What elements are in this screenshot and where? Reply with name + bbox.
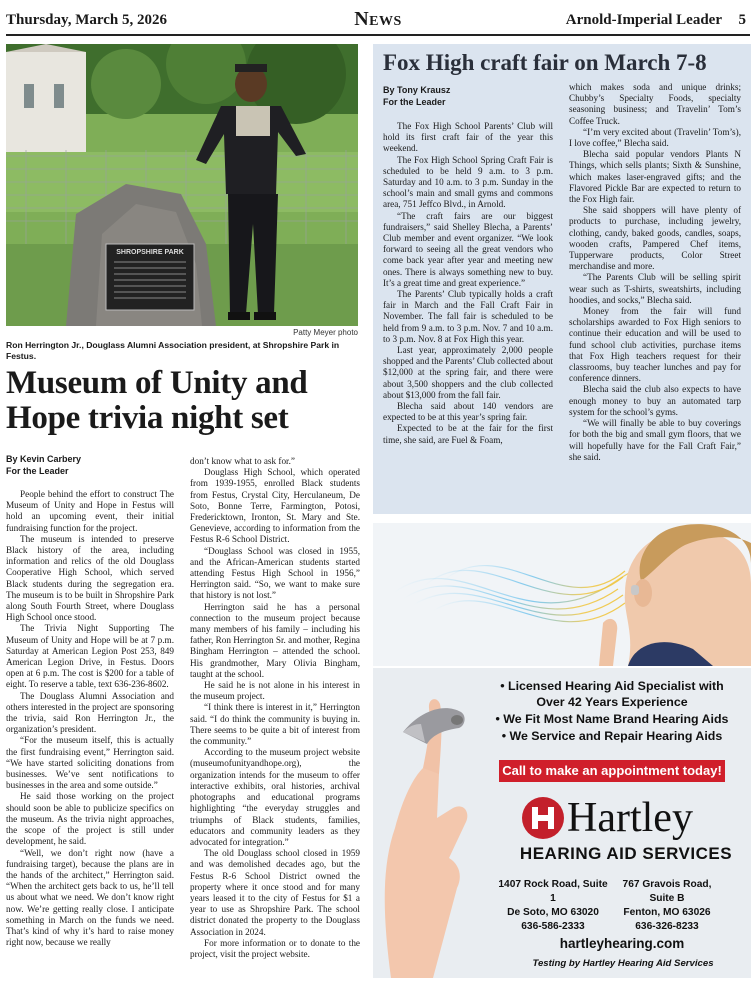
article-photo [6, 44, 358, 326]
paragraph: “I think there is interest in it,” Herrington said. “I do think the community is buying in. There seems to be quite a bit of interest from the community.” [190, 702, 360, 747]
fox-byline [383, 84, 450, 108]
paragraph-continued: don’t know what to ask for.” [190, 456, 295, 466]
ad-website: hartleyhearing.com [559, 936, 685, 951]
paragraph: People behind the effort to construct The Museum of Unity and Hope in Festus will hold an upcoming event, their initial fundraising function for the project. [6, 489, 174, 533]
paragraph: “The Parents Club will be selling spirit wear such as T-shirts, sweatshirts, including hoodies, and socks,” Blecha said. [569, 272, 741, 305]
address-phone: 636-326-8233 [635, 921, 699, 932]
paragraph: “We will finally be able to buy coverings for both the big and small gym floors, that we will hopefully have for the Fall Craft Fair,” she said. [569, 418, 741, 462]
fox-column-2 [569, 82, 741, 463]
paragraph: She said shoppers will have plenty of products to purchase, including jewelry, clothing, candy, baked goods, candles, soaps, wooden crafts, Pampered Chef items, Tupperware products, Color Street merchandise and more. [569, 205, 741, 272]
byline-org: For the Leader [383, 97, 446, 107]
paragraph: The Parents’ Club typically holds a craft fair in March and the Fall Craft Fair in November. The fall fair is scheduled to be held from 9 a.m. to 3 p.m. Nov. 7 and 10 a.m. to 3 p.m. Nov. 8 at Fox High this year. [383, 289, 553, 344]
paragraph: Last year, approximately 2,000 people shopped and the Parents’ Club collected about $12,000 at the spring fair, and there were about 3,500 shoppers and the club collected about $13,000 from the fall fair. [383, 345, 553, 400]
paragraph: He said he is not alone in his interest in the museum project. [190, 680, 360, 702]
paragraph: Expected to be at the fair for the first time, she said, are Fuel & Foam, [383, 423, 553, 445]
paragraph: For more information or to donate to the project, visit the project website. [190, 937, 360, 959]
address-desoto [497, 878, 609, 934]
ad-bullet: Over 42 Years Experience [536, 695, 688, 709]
plaque-title: SHROPSHIRE PARK [116, 249, 184, 256]
newspaper-name: Arnold-Imperial Leader [565, 12, 722, 28]
paragraph-continued: which makes soda and unique drinks; Chubby’s Specialty Foods, specialty seasoning business; and Travelin’ Tom’s Coffee Truck. [569, 82, 741, 126]
museum-byline [6, 453, 81, 477]
page-header [6, 6, 750, 36]
paragraph: The Fox High School Parents’ Club will hold its first craft fair of the year this weekend. [383, 121, 553, 154]
paragraph: Blecha said the club also expects to have enough money to buy an automated tarp system for the school’s gyms. [569, 384, 741, 417]
appointment-cta: Call to make an appointment today! [499, 760, 725, 782]
paragraph: The Douglass Alumni Association and others interested in the project are sponsoring the trivia, said Ron Herrington Jr., the organization’s president. [6, 690, 174, 735]
fox-article-box [373, 44, 751, 514]
address-line: 1407 Rock Road, Suite 1 [498, 879, 608, 904]
paragraph: “I’m very excited about (Travelin’ Tom’s), I love coffee,” Blecha said. [569, 126, 741, 149]
address-fenton [611, 878, 723, 934]
address-line: 767 Gravois Road, Suite B [622, 879, 712, 904]
museum-column-1 [6, 489, 174, 948]
brand-name: Hartley [567, 795, 693, 841]
paragraph: “Douglass School was closed in 1955, and the African-American students started attending Festus High School in 1956,” Herrington said. “So, we want to make sure that history is not lost.” [190, 545, 360, 601]
photo-caption: Ron Herrington Jr., Douglass Alumni Association president, at Shropshire Park in Festus. [6, 340, 340, 361]
paragraph: Douglass High School, which operated from 1939-1955, enrolled Black students from Festus, Crystal City, Herculaneum, De Soto, Bonne Terre, Farmington, Potosi, Fredericktown, Ironton, St. Mary and Ste. Genevieve, according to information from the Festus R-6 School District. [190, 467, 360, 545]
paragraph: Blecha said popular vendors Plants N Things, which sells plants; Sixth & Sunshine, which makes laser-engraved gifts; and the Flavored Pickle Bar are expected to return to the Fox High fair. [569, 149, 741, 205]
address-city: De Soto, MO 63020 [507, 907, 599, 918]
address-city: Fenton, MO 63026 [623, 907, 711, 918]
ad-bullet: • We Service and Repair Hearing Aids [501, 729, 723, 743]
issue-date: Thursday, March 5, 2026 [6, 12, 167, 28]
address-phone: 636-586-2333 [521, 921, 585, 932]
woman-illustration [373, 523, 751, 666]
ad-bullet: • Licensed Hearing Aid Specialist with [500, 679, 724, 693]
paragraph: He said those working on the project should soon be able to publicize specifics on the museum. As the trivia night approaches, the scope of the project is still under development, he said. [6, 791, 174, 847]
paragraph: The Fox High School Spring Craft Fair is scheduled to be held 9 a.m. to 3 p.m. Saturday and 10 a.m. to 3 p.m. Sunday in the school’s main and small gyms and commons area, 751 Jeffco Blvd., in Arnold. [383, 154, 553, 210]
fox-column-1 [383, 121, 553, 446]
ad-tagline: Testing by Hartley Hearing Aid Services [532, 958, 714, 969]
section-title: News [354, 8, 402, 30]
paragraph: Herrington said he has a personal connection to the museum project because many members of his family – including his father, Ron Herrington Sr. and mother, Regina Bingham Herrington – attended the school. His grandmother, Mary Olivia Bingham, taught at the school. [190, 601, 360, 679]
fox-headline: Fox High craft fair on March 7-8 [383, 50, 707, 75]
paragraph: Money from the fair will fund scholarships awarded to Fox High seniors to continue their education and will be used to fund school club activities, purchase items that Fox High teachers request for their classrooms, buy teacher lunches and pay for conference dinners. [569, 306, 741, 384]
museum-headline: Museum of Unity and Hope trivia night set [6, 365, 308, 436]
byline-name: By Tony Krausz [383, 85, 451, 95]
page-number: 5 [738, 12, 746, 28]
paragraph: According to the museum project website (museumofunityandhope.org), the organization intends for the museum to offer interactive exhibits, oral histories, archival photographs and educational programs highlighting “the everyday struggles and triumphs of Black students, families, educators and community leaders as they advocated for integration.” [190, 747, 360, 847]
paragraph: The Trivia Night Supporting The Museum of Unity and Hope will be at 7 p.m. Saturday at American Legion Post 253, 849 American Legion Drive, in Festus. Doors open at 6 p.m. The cost is $200 for a table of eight. To reserve a table, text 636-236-8602. [6, 623, 174, 690]
ad-hero-image [373, 523, 751, 666]
paragraph: “Well, we don’t right now (have a fundraising target), because the plans are in the hands of the architect,” Herrington said. “When the architect gets back to us, he’ll tell us about what we need. We don’t know right now. We’re getting really close. I anticipate something in March on the funds we need. That’s kind of why it’s hard to raise money right now, because we really [6, 847, 174, 948]
paragraph: “The craft fairs are our biggest fundraisers,” said Shelley Blecha, a Parents’ Club member and event organizer. “We look forward to seeing all the great vendors who come back year after year and meeting new ones. There is always something new to buy. It’s a great time and great experience.” [383, 210, 553, 288]
photo-illustration [6, 44, 358, 326]
hearing-aid-ad [373, 668, 751, 978]
paragraph: Blecha said about 140 vendors are expected to be at this year’s spring fair. [383, 401, 553, 423]
ad-bullet: • We Fit Most Name Brand Hearing Aids [495, 712, 729, 726]
byline-org: For the Leader [6, 466, 69, 476]
museum-column-2 [190, 456, 360, 960]
paragraph: The museum is intended to preserve Black history of the area, including information and relics of the old Douglass Cooperative High School, which served Black students during the segregation era. The museum is to be built in Shropshire Park along South Fourth Street, where Douglass High School once stood. [6, 533, 174, 623]
paragraph: The old Douglass school closed in 1959 and was demolished decades ago, but the Festus R-6 School District owned the property where it once stood and for many years leased it to the city of Festus for $1 a year to use as Shropshire Park. The school district donated the property to the Douglass Association in 2024. [190, 848, 360, 937]
brand-subtitle: HEARING AID SERVICES [519, 844, 733, 863]
byline-name: By Kevin Carbery [6, 454, 82, 464]
photo-credit: Patty Meyer photo [293, 328, 358, 337]
paragraph: “For the museum itself, this is actually the first fundraising event,” Herrington said. “We have started soliciting donations from businesses. We’ve sent notifications to businesses in the area and some outside.” [6, 735, 174, 791]
